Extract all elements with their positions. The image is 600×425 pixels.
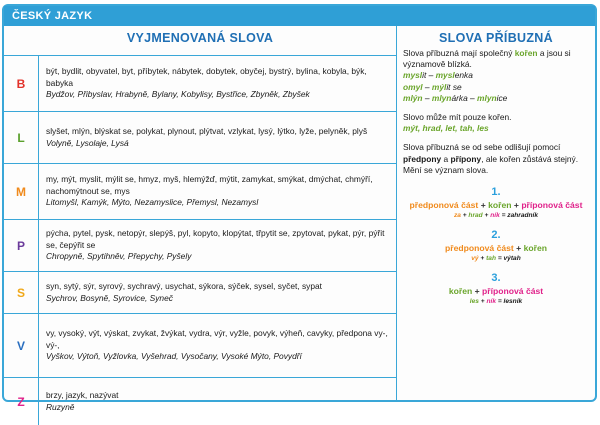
affix-explanation (403, 142, 589, 176)
suffix-part: ník (490, 212, 500, 220)
ex-rest: – (467, 92, 478, 103)
affix-text: a (443, 153, 449, 164)
ex-rest: ice (496, 92, 508, 103)
root-part: les (469, 298, 479, 306)
ex-root: mysl (403, 70, 423, 81)
root-part: kořen (523, 243, 547, 254)
listed-words-title: VYJMENOVANÁ SLOVA (126, 31, 274, 45)
row-body (38, 56, 396, 111)
row-letter: P (16, 238, 25, 253)
row-letter: L (17, 130, 25, 145)
row-z (4, 377, 396, 425)
suffix-part: příponová část (482, 286, 544, 297)
prefix-term: předpony (403, 153, 442, 164)
root-part: kořen (488, 200, 512, 211)
ex-rest: enka (454, 70, 473, 81)
plus-sign: + (482, 212, 491, 220)
ex-root: mlýn (403, 92, 423, 103)
prefix-part: předponová část (409, 200, 479, 211)
suffix-part: ník (486, 298, 496, 306)
row-words: my, mýt, myslit, mýlit se, hmyz, myš, hlemýžď, mýtit, zamykat, smýkat, dmýchat, chmýří, nachomýtnout se, mys (46, 174, 373, 196)
ex-rest: – (422, 92, 432, 103)
suffix-part: příponová část (521, 200, 583, 211)
listed-words-column (4, 26, 396, 412)
row-words: brzy, jazyk, nazývat (46, 390, 119, 401)
ex-rest: árka (451, 92, 468, 103)
row-l (4, 111, 396, 163)
intro-text-end: a jsou si významově blízká. (403, 48, 571, 70)
suffix-term: přípony (450, 153, 482, 164)
root-part: kořen (448, 286, 473, 297)
prefix-part: vý (471, 255, 479, 263)
result-word: = lesník (496, 298, 523, 306)
ex-rest: it – (422, 70, 436, 81)
root-part: hrad (468, 212, 483, 220)
row-words: být, bydlit, obyvatel, byt, příbytek, nábytek, dobytek, obyčej, bystrý, bylina, kobyla, býk, babyka (46, 66, 367, 88)
formula-2 (403, 243, 589, 253)
row-b (4, 55, 396, 111)
result-word: = zahradník (499, 212, 539, 220)
plus-sign: + (478, 255, 487, 263)
plus-sign: + (472, 286, 483, 297)
formula-1 (403, 200, 589, 210)
row-body (38, 112, 396, 163)
example-line-2 (403, 82, 589, 93)
row-names: Volyně, Lysolaje, Lysá (46, 137, 129, 148)
ex-root: omyl (403, 81, 423, 92)
formula-3-example (403, 298, 589, 305)
example-line-3 (403, 93, 589, 104)
row-letter: B (16, 76, 26, 91)
row-s (4, 271, 396, 313)
formula-number-2: 2. (491, 229, 501, 242)
related-intro (403, 48, 589, 70)
plus-sign: + (478, 200, 489, 211)
root-term: kořen (514, 48, 538, 58)
affix-text: , ale kořen zůstává stejný. (481, 153, 579, 164)
row-body (38, 314, 396, 377)
plus-sign: + (513, 243, 524, 254)
row-letter: V (16, 338, 25, 353)
row-names: Sychrov, Bosyně, Syrovice, Syneč (46, 292, 173, 303)
formula-1-example (403, 212, 589, 219)
row-m (4, 163, 396, 219)
root-only-text: Slovo může mít pouze kořen. (403, 112, 512, 123)
subject-header: ČESKÝ JAZYK (4, 6, 595, 26)
row-body (38, 220, 396, 271)
row-words: syn, sytý, sýr, syrový, sychravý, usychat, sýkora, sýček, sysel, syčet, sypat (46, 281, 322, 292)
prefix-part: za (453, 212, 461, 220)
plus-sign: + (460, 212, 469, 220)
row-letter: Z (17, 394, 25, 409)
related-words-title: SLOVA PŘÍBUZNÁ (439, 31, 553, 45)
row-letter: M (16, 184, 26, 199)
intro-text: Slova příbuzná mají společný (403, 48, 513, 58)
row-body (38, 378, 396, 425)
affix-text: Slova příbuzná se od sebe odlišují pomocí (403, 142, 561, 153)
row-words: vy, vysoký, výt, výskat, zvykat, žvýkat, vydra, výr, vyžle, povyk, výheň, cavyky, předpona vy-, vý-, (46, 328, 388, 350)
row-names: Vyškov, Výtoň, Vyžlovka, Vyšehrad, Vysočany, Vysoké Mýto, Povydří (46, 351, 302, 362)
formula-number-3: 3. (491, 272, 501, 285)
plus-sign: + (511, 200, 522, 211)
ex-rest: – (422, 81, 432, 92)
row-letter: S (16, 285, 25, 300)
grammar-card (2, 4, 597, 412)
root-only-examples: mýt, hrad, let, tah, les (403, 123, 489, 134)
affix-text: Mění se význam slova. (403, 164, 489, 175)
ex-rest: it se (446, 81, 462, 92)
plus-sign: + (478, 298, 487, 306)
row-body (38, 272, 396, 313)
listed-words-rows (4, 55, 396, 425)
row-names: Bydžov, Přibyslav, Hrabyně, Bylany, Kobylisy, Bystřice, Zbyněk, Zbyšek (46, 89, 310, 100)
example-line-1 (403, 70, 589, 81)
ex-root: mysl (435, 70, 455, 81)
formula-3 (403, 286, 589, 296)
result-word: = výtah (496, 255, 521, 263)
row-v (4, 313, 396, 377)
row-body (38, 164, 396, 219)
ex-root: mlyn (431, 92, 452, 103)
row-names: Chropyně, Spytihněv, Přepychy, Pyšely (46, 251, 192, 262)
row-p (4, 219, 396, 271)
prefix-part: předponová část (445, 243, 514, 254)
formula-2-example (403, 255, 589, 262)
related-words-column (396, 26, 595, 400)
row-words: slyšet, mlýn, blýskat se, polykat, plynout, plýtvat, vzlykat, lysý, lýtko, lyže, pelyněk, plyš (46, 126, 368, 137)
formula-number-1: 1. (491, 186, 501, 199)
ex-root: mlyn (477, 92, 497, 103)
row-names: Litomyšl, Kamýk, Mýto, Nezamyslice, Přemysl, Nezamysl (46, 197, 259, 208)
ex-root: mýl (431, 81, 447, 92)
row-words: pýcha, pytel, pysk, netopýr, slepýš, pyl, kopyto, klopýtat, třpytit se, zpytovat, pykat, pýr, pýřit se, čepýřit se (46, 228, 385, 250)
root-part: tah (486, 255, 496, 263)
row-names: Ruzyně (46, 401, 75, 412)
